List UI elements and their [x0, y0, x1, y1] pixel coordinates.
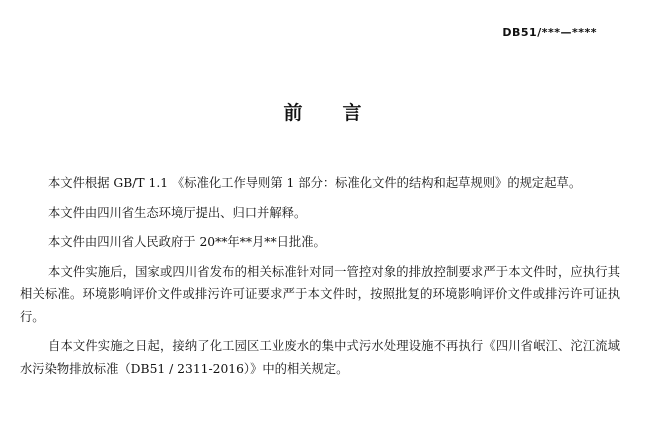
paragraph-drafting-basis: 本文件根据 GB/T 1.1 《标准化工作导则第 1 部分：标准化文件的结构和起草规则》的规定起草。 — [48, 176, 582, 190]
document-code: DB51/***—**** — [502, 26, 597, 39]
paragraph-implementation: 本文件实施后，国家或四川省发布的相关标准针对同一管控对象的排放控制要求严于本文件时，应执行其相关标准。环境影响评价文件或排污许可证要求严于本文件时，按照批复的环境影响评价文件或排污许可证执行。 — [20, 264, 620, 324]
paragraph-effective: 自本文件实施之日起，接纳了化工园区工业废水的集中式污水处理设施不再执行《四川省岷江、沱江流域水污染物排放标准（DB51 / 2311-2016）》中的相关规定。 — [20, 339, 620, 376]
paragraph-approval: 本文件由四川省人民政府于 20**年**月**日批准。 — [48, 235, 326, 249]
page-title: 前言 — [283, 102, 402, 124]
document-body — [20, 172, 620, 387]
paragraph-proposer: 本文件由四川省生态环境厅提出、归口并解释。 — [48, 205, 307, 220]
